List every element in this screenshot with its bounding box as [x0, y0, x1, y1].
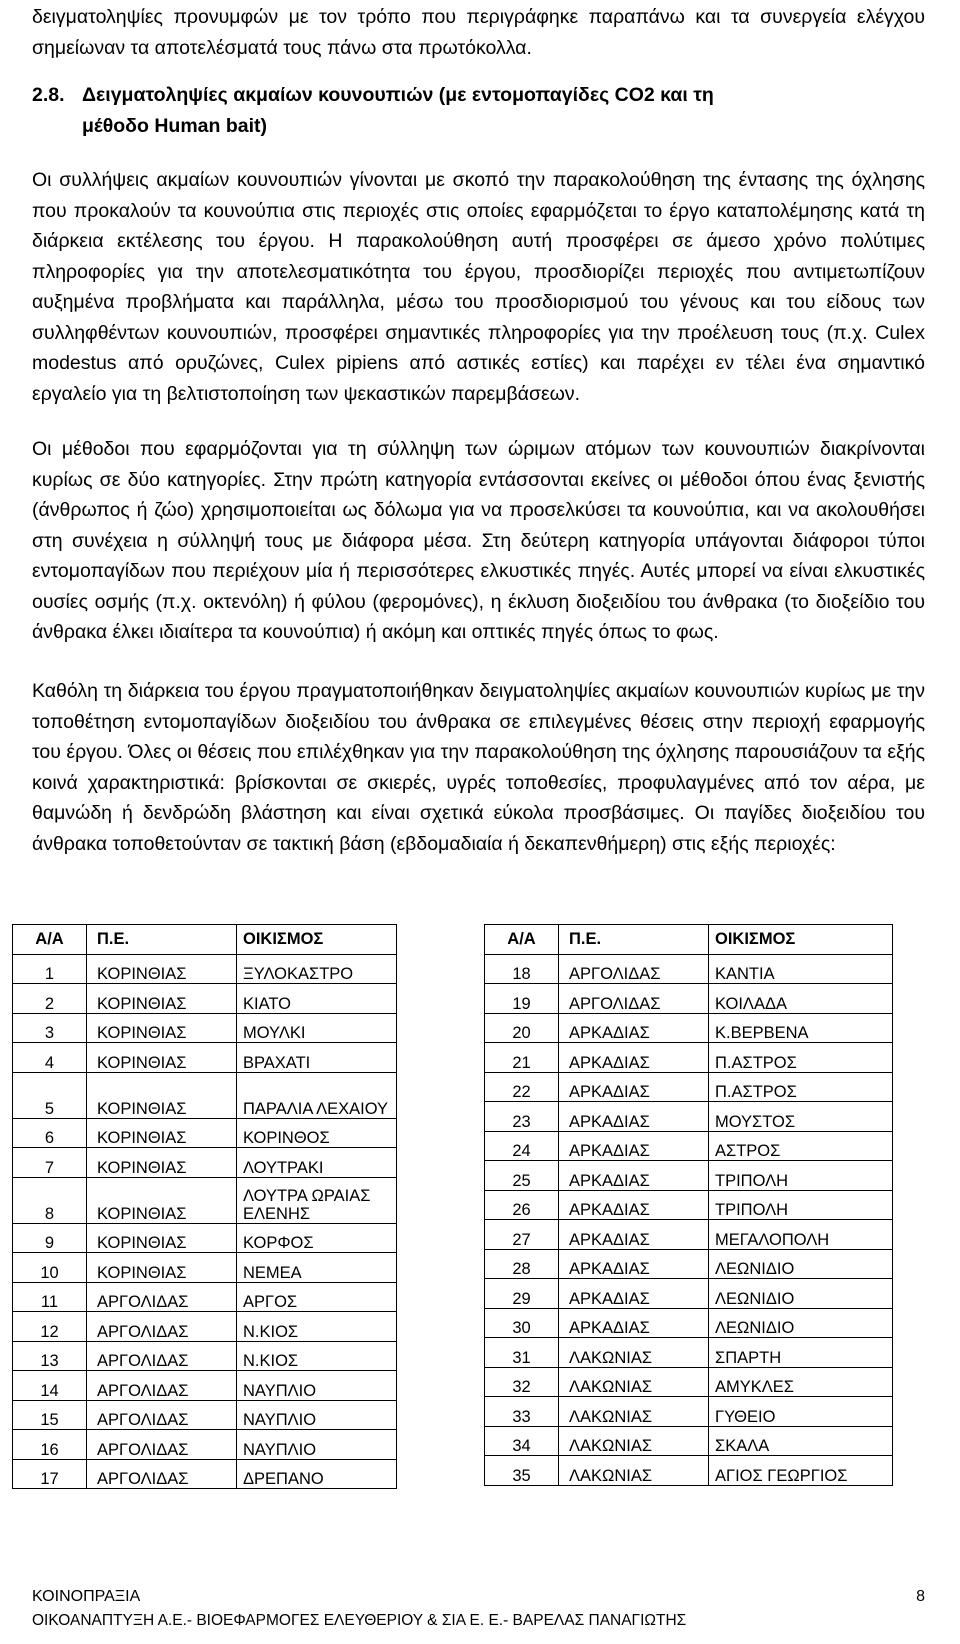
row-number: 35: [485, 1456, 559, 1486]
row-number: 33: [485, 1397, 559, 1427]
table-row: [485, 1161, 893, 1191]
table-row: [485, 1279, 893, 1309]
row-prefecture: ΑΡΓΟΛΙΔΑΣ: [87, 1430, 237, 1460]
table-row: [13, 954, 397, 984]
row-prefecture: ΑΡΓΟΛΙΔΑΣ: [87, 1341, 237, 1371]
row-settlement: ΑΜΥΚΛΕΣ: [709, 1367, 893, 1397]
row-prefecture: ΑΡΚΑΔΙΑΣ: [559, 1190, 709, 1220]
row-prefecture: ΚΟΡΙΝΘΙΑΣ: [87, 954, 237, 984]
row-prefecture: ΑΡΚΑΔΙΑΣ: [559, 1279, 709, 1309]
row-number: 6: [13, 1118, 87, 1148]
row-prefecture: ΑΡΚΑΔΙΑΣ: [559, 1249, 709, 1279]
row-settlement: ΣΠΑΡΤΗ: [709, 1338, 893, 1368]
table-row: [13, 1223, 397, 1253]
table-row: [13, 1371, 397, 1401]
row-number: 30: [485, 1308, 559, 1338]
row-number: 16: [13, 1430, 87, 1460]
row-prefecture: ΛΑΚΩΝΙΑΣ: [559, 1456, 709, 1486]
row-number: 19: [485, 984, 559, 1014]
row-settlement: ΤΡΙΠΟΛΗ: [709, 1161, 893, 1191]
table-row: [485, 1131, 893, 1161]
footer-org: ΚΟΙΝΟΠΡΑΞΙΑ: [32, 1588, 141, 1605]
row-prefecture: ΛΑΚΩΝΙΑΣ: [559, 1338, 709, 1368]
row-number: 4: [13, 1043, 87, 1073]
row-number: 15: [13, 1400, 87, 1430]
row-prefecture: ΑΡΓΟΛΙΔΑΣ: [87, 1459, 237, 1489]
table-row: [13, 984, 397, 1014]
table-row: [13, 1177, 397, 1223]
row-settlement: ΝΑΥΠΛΙΟ: [237, 1371, 397, 1401]
row-prefecture: ΑΡΚΑΔΙΑΣ: [559, 1220, 709, 1250]
row-number: 12: [13, 1312, 87, 1342]
row-prefecture: ΑΡΚΑΔΙΑΣ: [559, 1308, 709, 1338]
row-settlement: ΚΟΡΙΝΘΟΣ: [237, 1118, 397, 1148]
table-row: [485, 1456, 893, 1486]
row-settlement: ΑΣΤΡΟΣ: [709, 1131, 893, 1161]
sites-table-right: [484, 924, 893, 1486]
row-number: 22: [485, 1072, 559, 1102]
table-row: [485, 1397, 893, 1427]
row-number: 10: [13, 1253, 87, 1283]
row-number: 29: [485, 1279, 559, 1309]
row-prefecture: ΚΟΡΙΝΘΙΑΣ: [87, 1013, 237, 1043]
row-settlement: ΛΟΥΤΡΑ ΩΡΑΙΑΣ ΕΛΕΝΗΣ: [237, 1177, 397, 1223]
row-number: 28: [485, 1249, 559, 1279]
row-number: 8: [13, 1177, 87, 1223]
row-settlement: ΒΡΑΧΑΤΙ: [237, 1043, 397, 1073]
row-prefecture: ΑΡΚΑΔΙΑΣ: [559, 1131, 709, 1161]
row-number: 13: [13, 1341, 87, 1371]
header-aa: Α/Α: [485, 925, 559, 955]
section-title-line1: Δειγματοληψίες ακμαίων κουνουπιών (με εντομοπαγίδες CO2 και τη: [82, 84, 714, 106]
header-oikismos: ΟΙΚΙΣΜΟΣ: [709, 925, 893, 955]
section-heading: [32, 80, 925, 141]
row-settlement: ΣΚΑΛΑ: [709, 1426, 893, 1456]
header-pe: Π.Ε.: [87, 925, 237, 955]
row-number: 14: [13, 1371, 87, 1401]
paragraph-traps: Καθόλη τη διάρκεια του έργου πραγματοποιήθηκαν δειγματοληψίες ακμαίων κουνουπιών κυρίως με την τοποθέτηση εντομοπαγίδων διοξειδίου του άνθρακα σε επιλεγμένες θέσεις στην περιοχή εφαρμογής του έργου. Όλες οι θέσεις που επιλέχθηκαν για την παρακολούθηση της όχλησης παρουσιάζουν τα εξής κοινά χαρακτηριστικά: βρίσκονται σε σκιερές, υγρές τοποθεσίες, προφυλαγμένες από τον αέρα, με θαμνώδη ή δενδρώδη βλάστηση και είναι σχετικά εύκολα προσβάσιμες. Οι παγίδες διοξειδίου του άνθρακα τοποθετούνταν σε τακτική βάση (εβδομαδιαία ή δεκαπενθήμερη) στις εξής περιοχές:: [32, 680, 925, 855]
row-settlement: Κ.ΒΕΡΒΕΝΑ: [709, 1013, 893, 1043]
paragraph-monitoring: Οι συλλήψεις ακμαίων κουνουπιών γίνονται με σκοπό την παρακολούθηση της έντασης της όχλησης που προκαλούν τα κουνούπια στις περιοχές στις οποίες εφαρμόζεται το έργο καταπολέμησης κατά τη διάρκεια εκτέλεσης του έργου. Η παρακολούθηση αυτή προσφέρει σε άμεσο χρόνο πολύτιμες πληροφορίες για την αποτελεσματικότητα του έργου, προσδιορίζει περιοχές που αντιμετωπίζουν αυξημένα προβλήματα και παράλληλα, μέσω του προσδιορισμού του γένους και του είδους των συλληφθέντων κουνουπιών, προσφέρει σημαντικές πληροφορίες για την προέλευση τους (π.χ. Culex modestus από ορυζώνες, Culex pipiens από αστικές εστίες) και παρέχει εν τέλει ένα σημαντικό εργαλείο για τη βελτιστοποίηση των ψεκαστικών παρεμβάσεων.: [32, 169, 925, 405]
page-number: 8: [916, 1588, 925, 1605]
table-row: [485, 1102, 893, 1132]
row-settlement: ΔΡΕΠΑΝΟ: [237, 1459, 397, 1489]
table-row: [13, 1312, 397, 1342]
table-row: [485, 1426, 893, 1456]
table-row: [485, 1249, 893, 1279]
row-prefecture: ΚΟΡΙΝΘΙΑΣ: [87, 1253, 237, 1283]
table-row: [13, 1430, 397, 1460]
section-number: 2.8.: [32, 84, 65, 106]
row-prefecture: ΛΑΚΩΝΙΑΣ: [559, 1397, 709, 1427]
row-number: 1: [13, 954, 87, 984]
row-number: 5: [13, 1072, 87, 1118]
row-prefecture: ΚΟΡΙΝΘΙΑΣ: [87, 1118, 237, 1148]
row-settlement: Ν.ΚΙΟΣ: [237, 1341, 397, 1371]
row-settlement: ΝΑΥΠΛΙΟ: [237, 1400, 397, 1430]
table-row: [13, 1282, 397, 1312]
row-settlement: Π.ΑΣΤΡΟΣ: [709, 1072, 893, 1102]
row-number: 24: [485, 1131, 559, 1161]
row-number: 9: [13, 1223, 87, 1253]
row-number: 11: [13, 1282, 87, 1312]
row-number: 31: [485, 1338, 559, 1368]
row-settlement: ΛΕΩΝΙΔΙΟ: [709, 1279, 893, 1309]
row-settlement: ΠΑΡΑΛΙΑ ΛΕΧΑΙΟΥ: [237, 1072, 397, 1118]
row-settlement: ΚΙΑΤΟ: [237, 984, 397, 1014]
table-row: [13, 1459, 397, 1489]
row-prefecture: ΑΡΚΑΔΙΑΣ: [559, 1161, 709, 1191]
row-prefecture: ΚΟΡΙΝΘΙΑΣ: [87, 1072, 237, 1118]
table-row: [485, 984, 893, 1014]
row-prefecture: ΑΡΚΑΔΙΑΣ: [559, 1043, 709, 1073]
row-settlement: ΜΕΓΑΛΟΠΟΛΗ: [709, 1220, 893, 1250]
table-row: [485, 1043, 893, 1073]
row-number: 21: [485, 1043, 559, 1073]
row-prefecture: ΑΡΓΟΛΙΔΑΣ: [87, 1282, 237, 1312]
row-number: 3: [13, 1013, 87, 1043]
table-row: [13, 1072, 397, 1118]
row-settlement: ΛΟΥΤΡΑΚΙ: [237, 1148, 397, 1178]
table-row: [485, 1013, 893, 1043]
row-settlement: ΝΕΜΕΑ: [237, 1253, 397, 1283]
section-title-line2: μέθοδο Human bait): [82, 114, 268, 137]
row-settlement: ΞΥΛΟΚΑΣΤΡΟ: [237, 954, 397, 984]
table-row: [485, 1072, 893, 1102]
row-settlement: ΓΥΘΕΙΟ: [709, 1397, 893, 1427]
footer-members: ΟΙΚΟΑΝΑΠΤΥΞΗ Α.Ε.- ΒΙΟΕΦΑΡΜΟΓΕΣ ΕΛΕΥΘΕΡΙΟΥ & ΣΙΑ Ε. Ε.- ΒΑΡΕΛΑΣ ΠΑΝΑΓΙΩΤΗΣ: [32, 1612, 687, 1629]
table-row: [485, 1338, 893, 1368]
row-number: 2: [13, 984, 87, 1014]
row-prefecture: ΑΡΚΑΔΙΑΣ: [559, 1102, 709, 1132]
intro-paragraph: δειγματοληψίες προνυμφών με τον τρόπο που περιγράφηκε παραπάνω και τα συνεργεία ελέγχου σημείωναν τα αποτελέσματά τους πάνω στα πρωτόκολλα.: [32, 6, 925, 59]
table-row: [485, 1367, 893, 1397]
table-header-row: [485, 925, 893, 955]
row-settlement: ΑΡΓΟΣ: [237, 1282, 397, 1312]
row-number: 18: [485, 954, 559, 984]
row-number: 27: [485, 1220, 559, 1250]
table-row: [13, 1148, 397, 1178]
row-settlement: ΛΕΩΝΙΔΙΟ: [709, 1308, 893, 1338]
paragraph-methods: Οι μέθοδοι που εφαρμόζονται για τη σύλληψη των ώριμων ατόμων των κουνουπιών διακρίνονται κυρίως σε δύο κατηγορίες. Στην πρώτη κατηγορία εντάσσονται εκείνες οι μέθοδοι όπου ένας ξενιστής (άνθρωπος ή ζώο) χρησιμοποιείται ως δόλωμα για να προσελκύσει τα κουνούπια, και να ακολουθήσει στη συνέχεια η σύλληψή τους με διάφορα μέσα. Στη δεύτερη κατηγορία υπάγονται διάφοροι τύποι εντομοπαγίδων που περιέχουν μία ή περισσότερες ελκυστικές πηγές. Αυτές μπορεί να είναι ελκυστικές ουσίες οσμής (π.χ. οκτενόλη) ή φύλου (φερομόνες), η έκλυση διοξειδίου του άνθρακα (το διοξείδιο του άνθρακα έλκει ιδιαίτερα τα κουνούπια) ή ακόμη και οπτικές πηγές όπως το φως.: [32, 438, 925, 643]
row-settlement: ΚΟΡΦΟΣ: [237, 1223, 397, 1253]
row-number: 34: [485, 1426, 559, 1456]
row-settlement: ΚΑΝΤΙΑ: [709, 954, 893, 984]
row-prefecture: ΚΟΡΙΝΘΙΑΣ: [87, 1043, 237, 1073]
table-row: [485, 1220, 893, 1250]
row-number: 26: [485, 1190, 559, 1220]
row-number: 17: [13, 1459, 87, 1489]
row-settlement: ΜΟΥΣΤΟΣ: [709, 1102, 893, 1132]
table-row: [13, 1400, 397, 1430]
row-prefecture: ΚΟΡΙΝΘΙΑΣ: [87, 1177, 237, 1223]
row-prefecture: ΚΟΡΙΝΘΙΑΣ: [87, 1148, 237, 1178]
table-row: [13, 1043, 397, 1073]
row-prefecture: ΚΟΡΙΝΘΙΑΣ: [87, 1223, 237, 1253]
row-number: 32: [485, 1367, 559, 1397]
header-aa: Α/Α: [13, 925, 87, 955]
row-prefecture: ΑΡΓΟΛΙΔΑΣ: [559, 984, 709, 1014]
table-row: [485, 954, 893, 984]
row-number: 20: [485, 1013, 559, 1043]
table-row: [485, 1308, 893, 1338]
header-oikismos: ΟΙΚΙΣΜΟΣ: [237, 925, 397, 955]
row-number: 7: [13, 1148, 87, 1178]
row-prefecture: ΑΡΚΑΔΙΑΣ: [559, 1072, 709, 1102]
row-prefecture: ΑΡΓΟΛΙΔΑΣ: [559, 954, 709, 984]
row-settlement: ΛΕΩΝΙΔΙΟ: [709, 1249, 893, 1279]
row-settlement: ΝΑΥΠΛΙΟ: [237, 1430, 397, 1460]
row-prefecture: ΑΡΓΟΛΙΔΑΣ: [87, 1371, 237, 1401]
row-prefecture: ΑΡΓΟΛΙΔΑΣ: [87, 1312, 237, 1342]
footer: [32, 1588, 925, 1606]
table-row: [13, 1118, 397, 1148]
header-pe: Π.Ε.: [559, 925, 709, 955]
row-number: 25: [485, 1161, 559, 1191]
row-prefecture: ΑΡΓΟΛΙΔΑΣ: [87, 1400, 237, 1430]
row-prefecture: ΛΑΚΩΝΙΑΣ: [559, 1426, 709, 1456]
sites-table-left: [12, 924, 397, 1489]
row-settlement: Π.ΑΣΤΡΟΣ: [709, 1043, 893, 1073]
row-settlement: ΚΟΙΛΑΔΑ: [709, 984, 893, 1014]
row-settlement: Ν.ΚΙΟΣ: [237, 1312, 397, 1342]
row-prefecture: ΚΟΡΙΝΘΙΑΣ: [87, 984, 237, 1014]
row-settlement: ΜΟΥΛΚΙ: [237, 1013, 397, 1043]
row-settlement: ΑΓΙΟΣ ΓΕΩΡΓΙΟΣ: [709, 1456, 893, 1486]
row-number: 23: [485, 1102, 559, 1132]
table-row: [13, 1013, 397, 1043]
table-row: [13, 1253, 397, 1283]
table-row: [485, 1190, 893, 1220]
row-prefecture: ΑΡΚΑΔΙΑΣ: [559, 1013, 709, 1043]
row-prefecture: ΛΑΚΩΝΙΑΣ: [559, 1367, 709, 1397]
row-settlement: ΤΡΙΠΟΛΗ: [709, 1190, 893, 1220]
table-header-row: [13, 925, 397, 955]
table-row: [13, 1341, 397, 1371]
